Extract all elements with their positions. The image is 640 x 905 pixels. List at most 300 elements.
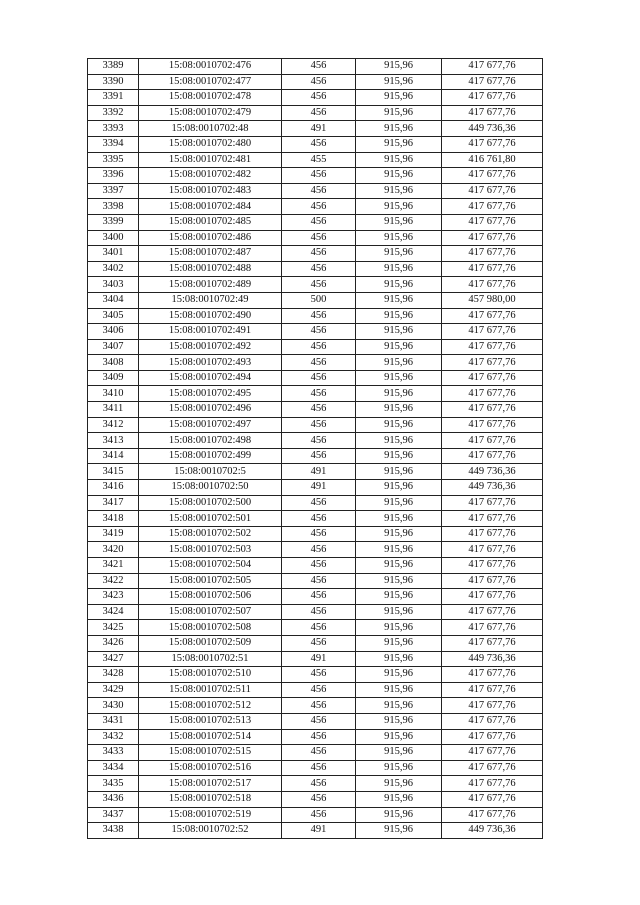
area-cell: 500 (282, 292, 356, 308)
cadastral-number-cell: 15:08:0010702:493 (139, 355, 282, 371)
row-number-cell: 3395 (88, 152, 139, 168)
amount-cell: 449 736,36 (442, 651, 543, 667)
rate-cell: 915,96 (356, 729, 442, 745)
table-row (88, 682, 543, 698)
amount-cell: 417 677,76 (442, 713, 543, 729)
table-row (88, 59, 543, 75)
rate-cell: 915,96 (356, 620, 442, 636)
amount-cell: 417 677,76 (442, 277, 543, 293)
rate-cell: 915,96 (356, 604, 442, 620)
rate-cell: 915,96 (356, 511, 442, 527)
table-row (88, 292, 543, 308)
amount-cell: 417 677,76 (442, 74, 543, 90)
row-number-cell: 3437 (88, 807, 139, 823)
rate-cell: 915,96 (356, 573, 442, 589)
cadastral-number-cell: 15:08:0010702:492 (139, 339, 282, 355)
row-number-cell: 3409 (88, 370, 139, 386)
table-row (88, 355, 543, 371)
table-row (88, 183, 543, 199)
rate-cell: 915,96 (356, 480, 442, 496)
cadastral-number-cell: 15:08:0010702:483 (139, 183, 282, 199)
amount-cell: 417 677,76 (442, 776, 543, 792)
row-number-cell: 3389 (88, 59, 139, 75)
cadastral-number-cell: 15:08:0010702:504 (139, 558, 282, 574)
table-row (88, 308, 543, 324)
table-row (88, 448, 543, 464)
amount-cell: 417 677,76 (442, 261, 543, 277)
rate-cell: 915,96 (356, 199, 442, 215)
rate-cell: 915,96 (356, 823, 442, 839)
rate-cell: 915,96 (356, 105, 442, 121)
row-number-cell: 3421 (88, 558, 139, 574)
rate-cell: 915,96 (356, 168, 442, 184)
table-row (88, 558, 543, 574)
row-number-cell: 3433 (88, 745, 139, 761)
amount-cell: 417 677,76 (442, 698, 543, 714)
cadastral-number-cell: 15:08:0010702:512 (139, 698, 282, 714)
row-number-cell: 3412 (88, 417, 139, 433)
rate-cell: 915,96 (356, 152, 442, 168)
cadastral-number-cell: 15:08:0010702:501 (139, 511, 282, 527)
amount-cell: 417 677,76 (442, 495, 543, 511)
rate-cell: 915,96 (356, 464, 442, 480)
rate-cell: 915,96 (356, 791, 442, 807)
cadastral-number-cell: 15:08:0010702:487 (139, 246, 282, 262)
amount-cell: 417 677,76 (442, 105, 543, 121)
row-number-cell: 3436 (88, 791, 139, 807)
amount-cell: 417 677,76 (442, 370, 543, 386)
rate-cell: 915,96 (356, 651, 442, 667)
rate-cell: 915,96 (356, 495, 442, 511)
rate-cell: 915,96 (356, 183, 442, 199)
cadastral-number-cell: 15:08:0010702:519 (139, 807, 282, 823)
table-row (88, 480, 543, 496)
row-number-cell: 3430 (88, 698, 139, 714)
row-number-cell: 3410 (88, 386, 139, 402)
row-number-cell: 3418 (88, 511, 139, 527)
amount-cell: 417 677,76 (442, 199, 543, 215)
cadastral-number-cell: 15:08:0010702:476 (139, 59, 282, 75)
rate-cell: 915,96 (356, 776, 442, 792)
amount-cell: 417 677,76 (442, 745, 543, 761)
rate-cell: 915,96 (356, 90, 442, 106)
table-row (88, 604, 543, 620)
rate-cell: 915,96 (356, 59, 442, 75)
table-row (88, 433, 543, 449)
cadastral-number-cell: 15:08:0010702:506 (139, 589, 282, 605)
table-row (88, 526, 543, 542)
row-number-cell: 3408 (88, 355, 139, 371)
area-cell: 491 (282, 464, 356, 480)
area-cell: 456 (282, 261, 356, 277)
cadastral-number-cell: 15:08:0010702:511 (139, 682, 282, 698)
amount-cell: 449 736,36 (442, 480, 543, 496)
rate-cell: 915,96 (356, 713, 442, 729)
cadastral-number-cell: 15:08:0010702:50 (139, 480, 282, 496)
area-cell: 456 (282, 760, 356, 776)
amount-cell: 417 677,76 (442, 791, 543, 807)
rate-cell: 915,96 (356, 339, 442, 355)
table-row (88, 729, 543, 745)
table-row (88, 667, 543, 683)
row-number-cell: 3427 (88, 651, 139, 667)
area-cell: 456 (282, 604, 356, 620)
row-number-cell: 3403 (88, 277, 139, 293)
rate-cell: 915,96 (356, 355, 442, 371)
row-number-cell: 3398 (88, 199, 139, 215)
area-cell: 456 (282, 230, 356, 246)
area-cell: 456 (282, 324, 356, 340)
cadastral-number-cell: 15:08:0010702:495 (139, 386, 282, 402)
area-cell: 456 (282, 168, 356, 184)
cadastral-number-cell: 15:08:0010702:510 (139, 667, 282, 683)
land-plot-table (87, 58, 543, 839)
rate-cell: 915,96 (356, 308, 442, 324)
cadastral-number-cell: 15:08:0010702:5 (139, 464, 282, 480)
row-number-cell: 3438 (88, 823, 139, 839)
area-cell: 456 (282, 386, 356, 402)
row-number-cell: 3432 (88, 729, 139, 745)
rate-cell: 915,96 (356, 589, 442, 605)
row-number-cell: 3392 (88, 105, 139, 121)
rate-cell: 915,96 (356, 635, 442, 651)
row-number-cell: 3423 (88, 589, 139, 605)
area-cell: 456 (282, 729, 356, 745)
row-number-cell: 3417 (88, 495, 139, 511)
table-body (88, 59, 543, 839)
table-row (88, 199, 543, 215)
amount-cell: 417 677,76 (442, 339, 543, 355)
amount-cell: 417 677,76 (442, 667, 543, 683)
area-cell: 456 (282, 74, 356, 90)
area-cell: 456 (282, 105, 356, 121)
row-number-cell: 3411 (88, 402, 139, 418)
cadastral-number-cell: 15:08:0010702:498 (139, 433, 282, 449)
cadastral-number-cell: 15:08:0010702:48 (139, 121, 282, 137)
table-row (88, 776, 543, 792)
area-cell: 456 (282, 90, 356, 106)
area-cell: 456 (282, 807, 356, 823)
cadastral-number-cell: 15:08:0010702:502 (139, 526, 282, 542)
cadastral-number-cell: 15:08:0010702:514 (139, 729, 282, 745)
amount-cell: 416 761,80 (442, 152, 543, 168)
amount-cell: 417 677,76 (442, 168, 543, 184)
area-cell: 456 (282, 214, 356, 230)
row-number-cell: 3407 (88, 339, 139, 355)
table-row (88, 214, 543, 230)
area-cell: 456 (282, 573, 356, 589)
row-number-cell: 3404 (88, 292, 139, 308)
area-cell: 456 (282, 277, 356, 293)
rate-cell: 915,96 (356, 370, 442, 386)
rate-cell: 915,96 (356, 448, 442, 464)
cadastral-number-cell: 15:08:0010702:489 (139, 277, 282, 293)
rate-cell: 915,96 (356, 246, 442, 262)
row-number-cell: 3426 (88, 635, 139, 651)
rate-cell: 915,96 (356, 277, 442, 293)
amount-cell: 457 980,00 (442, 292, 543, 308)
table-row (88, 760, 543, 776)
row-number-cell: 3396 (88, 168, 139, 184)
area-cell: 456 (282, 745, 356, 761)
amount-cell: 417 677,76 (442, 386, 543, 402)
row-number-cell: 3413 (88, 433, 139, 449)
amount-cell: 417 677,76 (442, 635, 543, 651)
table-row (88, 495, 543, 511)
area-cell: 456 (282, 635, 356, 651)
table-row (88, 105, 543, 121)
area-cell: 456 (282, 59, 356, 75)
rate-cell: 915,96 (356, 261, 442, 277)
amount-cell: 417 677,76 (442, 324, 543, 340)
amount-cell: 417 677,76 (442, 308, 543, 324)
amount-cell: 417 677,76 (442, 433, 543, 449)
area-cell: 491 (282, 121, 356, 137)
table-row (88, 417, 543, 433)
area-cell: 456 (282, 511, 356, 527)
cadastral-number-cell: 15:08:0010702:507 (139, 604, 282, 620)
table-row (88, 589, 543, 605)
row-number-cell: 3390 (88, 74, 139, 90)
row-number-cell: 3420 (88, 542, 139, 558)
row-number-cell: 3419 (88, 526, 139, 542)
cadastral-number-cell: 15:08:0010702:478 (139, 90, 282, 106)
area-cell: 456 (282, 339, 356, 355)
row-number-cell: 3402 (88, 261, 139, 277)
rate-cell: 915,96 (356, 74, 442, 90)
table-row (88, 635, 543, 651)
table-row (88, 807, 543, 823)
rate-cell: 915,96 (356, 136, 442, 152)
area-cell: 456 (282, 402, 356, 418)
cadastral-number-cell: 15:08:0010702:52 (139, 823, 282, 839)
rate-cell: 915,96 (356, 214, 442, 230)
row-number-cell: 3405 (88, 308, 139, 324)
area-cell: 456 (282, 136, 356, 152)
cadastral-number-cell: 15:08:0010702:479 (139, 105, 282, 121)
area-cell: 456 (282, 308, 356, 324)
amount-cell: 417 677,76 (442, 511, 543, 527)
table-row (88, 698, 543, 714)
amount-cell: 417 677,76 (442, 214, 543, 230)
table-row (88, 620, 543, 636)
cadastral-number-cell: 15:08:0010702:505 (139, 573, 282, 589)
area-cell: 456 (282, 417, 356, 433)
rate-cell: 915,96 (356, 230, 442, 246)
row-number-cell: 3416 (88, 480, 139, 496)
row-number-cell: 3422 (88, 573, 139, 589)
area-cell: 456 (282, 495, 356, 511)
row-number-cell: 3425 (88, 620, 139, 636)
cadastral-number-cell: 15:08:0010702:499 (139, 448, 282, 464)
area-cell: 456 (282, 183, 356, 199)
amount-cell: 417 677,76 (442, 402, 543, 418)
table-row (88, 261, 543, 277)
cadastral-number-cell: 15:08:0010702:513 (139, 713, 282, 729)
amount-cell: 417 677,76 (442, 526, 543, 542)
area-cell: 491 (282, 823, 356, 839)
table-row (88, 402, 543, 418)
row-number-cell: 3399 (88, 214, 139, 230)
table-row (88, 152, 543, 168)
amount-cell: 417 677,76 (442, 558, 543, 574)
table-row (88, 246, 543, 262)
row-number-cell: 3424 (88, 604, 139, 620)
amount-cell: 417 677,76 (442, 760, 543, 776)
area-cell: 456 (282, 558, 356, 574)
rate-cell: 915,96 (356, 526, 442, 542)
rate-cell: 915,96 (356, 433, 442, 449)
row-number-cell: 3431 (88, 713, 139, 729)
rate-cell: 915,96 (356, 682, 442, 698)
amount-cell: 417 677,76 (442, 136, 543, 152)
cadastral-number-cell: 15:08:0010702:497 (139, 417, 282, 433)
table-row (88, 651, 543, 667)
amount-cell: 417 677,76 (442, 448, 543, 464)
area-cell: 456 (282, 355, 356, 371)
cadastral-number-cell: 15:08:0010702:51 (139, 651, 282, 667)
table-row (88, 339, 543, 355)
table-row (88, 542, 543, 558)
row-number-cell: 3394 (88, 136, 139, 152)
amount-cell: 417 677,76 (442, 417, 543, 433)
cadastral-number-cell: 15:08:0010702:503 (139, 542, 282, 558)
rate-cell: 915,96 (356, 698, 442, 714)
row-number-cell: 3428 (88, 667, 139, 683)
amount-cell: 417 677,76 (442, 59, 543, 75)
rate-cell: 915,96 (356, 745, 442, 761)
table-row (88, 230, 543, 246)
cadastral-number-cell: 15:08:0010702:482 (139, 168, 282, 184)
cadastral-number-cell: 15:08:0010702:49 (139, 292, 282, 308)
area-cell: 456 (282, 698, 356, 714)
area-cell: 455 (282, 152, 356, 168)
row-number-cell: 3401 (88, 246, 139, 262)
area-cell: 456 (282, 776, 356, 792)
row-number-cell: 3400 (88, 230, 139, 246)
table-row (88, 168, 543, 184)
amount-cell: 449 736,36 (442, 464, 543, 480)
cadastral-number-cell: 15:08:0010702:517 (139, 776, 282, 792)
cadastral-number-cell: 15:08:0010702:494 (139, 370, 282, 386)
area-cell: 491 (282, 651, 356, 667)
area-cell: 456 (282, 370, 356, 386)
row-number-cell: 3397 (88, 183, 139, 199)
rate-cell: 915,96 (356, 324, 442, 340)
cadastral-number-cell: 15:08:0010702:516 (139, 760, 282, 776)
area-cell: 456 (282, 526, 356, 542)
table-row (88, 90, 543, 106)
table-row (88, 511, 543, 527)
cadastral-number-cell: 15:08:0010702:496 (139, 402, 282, 418)
amount-cell: 417 677,76 (442, 573, 543, 589)
cadastral-number-cell: 15:08:0010702:485 (139, 214, 282, 230)
area-cell: 456 (282, 199, 356, 215)
area-cell: 456 (282, 791, 356, 807)
row-number-cell: 3414 (88, 448, 139, 464)
rate-cell: 915,96 (356, 402, 442, 418)
amount-cell: 417 677,76 (442, 542, 543, 558)
row-number-cell: 3415 (88, 464, 139, 480)
amount-cell: 417 677,76 (442, 807, 543, 823)
amount-cell: 417 677,76 (442, 620, 543, 636)
cadastral-number-cell: 15:08:0010702:491 (139, 324, 282, 340)
row-number-cell: 3434 (88, 760, 139, 776)
cadastral-number-cell: 15:08:0010702:484 (139, 199, 282, 215)
cadastral-number-cell: 15:08:0010702:477 (139, 74, 282, 90)
rate-cell: 915,96 (356, 667, 442, 683)
amount-cell: 417 677,76 (442, 589, 543, 605)
row-number-cell: 3406 (88, 324, 139, 340)
cadastral-number-cell: 15:08:0010702:515 (139, 745, 282, 761)
amount-cell: 417 677,76 (442, 682, 543, 698)
table-row (88, 745, 543, 761)
area-cell: 456 (282, 433, 356, 449)
amount-cell: 417 677,76 (442, 230, 543, 246)
area-cell: 456 (282, 542, 356, 558)
table-row (88, 370, 543, 386)
cadastral-number-cell: 15:08:0010702:509 (139, 635, 282, 651)
area-cell: 456 (282, 667, 356, 683)
amount-cell: 417 677,76 (442, 183, 543, 199)
area-cell: 456 (282, 246, 356, 262)
table-row (88, 121, 543, 137)
cadastral-number-cell: 15:08:0010702:508 (139, 620, 282, 636)
cadastral-number-cell: 15:08:0010702:481 (139, 152, 282, 168)
table-row (88, 386, 543, 402)
area-cell: 456 (282, 448, 356, 464)
amount-cell: 417 677,76 (442, 355, 543, 371)
cadastral-number-cell: 15:08:0010702:480 (139, 136, 282, 152)
amount-cell: 449 736,36 (442, 121, 543, 137)
table-row (88, 136, 543, 152)
rate-cell: 915,96 (356, 760, 442, 776)
cadastral-number-cell: 15:08:0010702:490 (139, 308, 282, 324)
table-row (88, 823, 543, 839)
table-row (88, 277, 543, 293)
row-number-cell: 3393 (88, 121, 139, 137)
cadastral-number-cell: 15:08:0010702:518 (139, 791, 282, 807)
table-row (88, 324, 543, 340)
amount-cell: 417 677,76 (442, 90, 543, 106)
rate-cell: 915,96 (356, 558, 442, 574)
area-cell: 491 (282, 480, 356, 496)
table-row (88, 573, 543, 589)
amount-cell: 417 677,76 (442, 246, 543, 262)
cadastral-number-cell: 15:08:0010702:488 (139, 261, 282, 277)
area-cell: 456 (282, 682, 356, 698)
rate-cell: 915,96 (356, 121, 442, 137)
row-number-cell: 3429 (88, 682, 139, 698)
row-number-cell: 3435 (88, 776, 139, 792)
table-row (88, 791, 543, 807)
table-row (88, 74, 543, 90)
amount-cell: 417 677,76 (442, 604, 543, 620)
table-row (88, 713, 543, 729)
area-cell: 456 (282, 620, 356, 636)
amount-cell: 449 736,36 (442, 823, 543, 839)
amount-cell: 417 677,76 (442, 729, 543, 745)
cadastral-number-cell: 15:08:0010702:500 (139, 495, 282, 511)
rate-cell: 915,96 (356, 542, 442, 558)
rate-cell: 915,96 (356, 807, 442, 823)
rate-cell: 915,96 (356, 417, 442, 433)
table-row (88, 464, 543, 480)
cadastral-number-cell: 15:08:0010702:486 (139, 230, 282, 246)
area-cell: 456 (282, 589, 356, 605)
area-cell: 456 (282, 713, 356, 729)
row-number-cell: 3391 (88, 90, 139, 106)
